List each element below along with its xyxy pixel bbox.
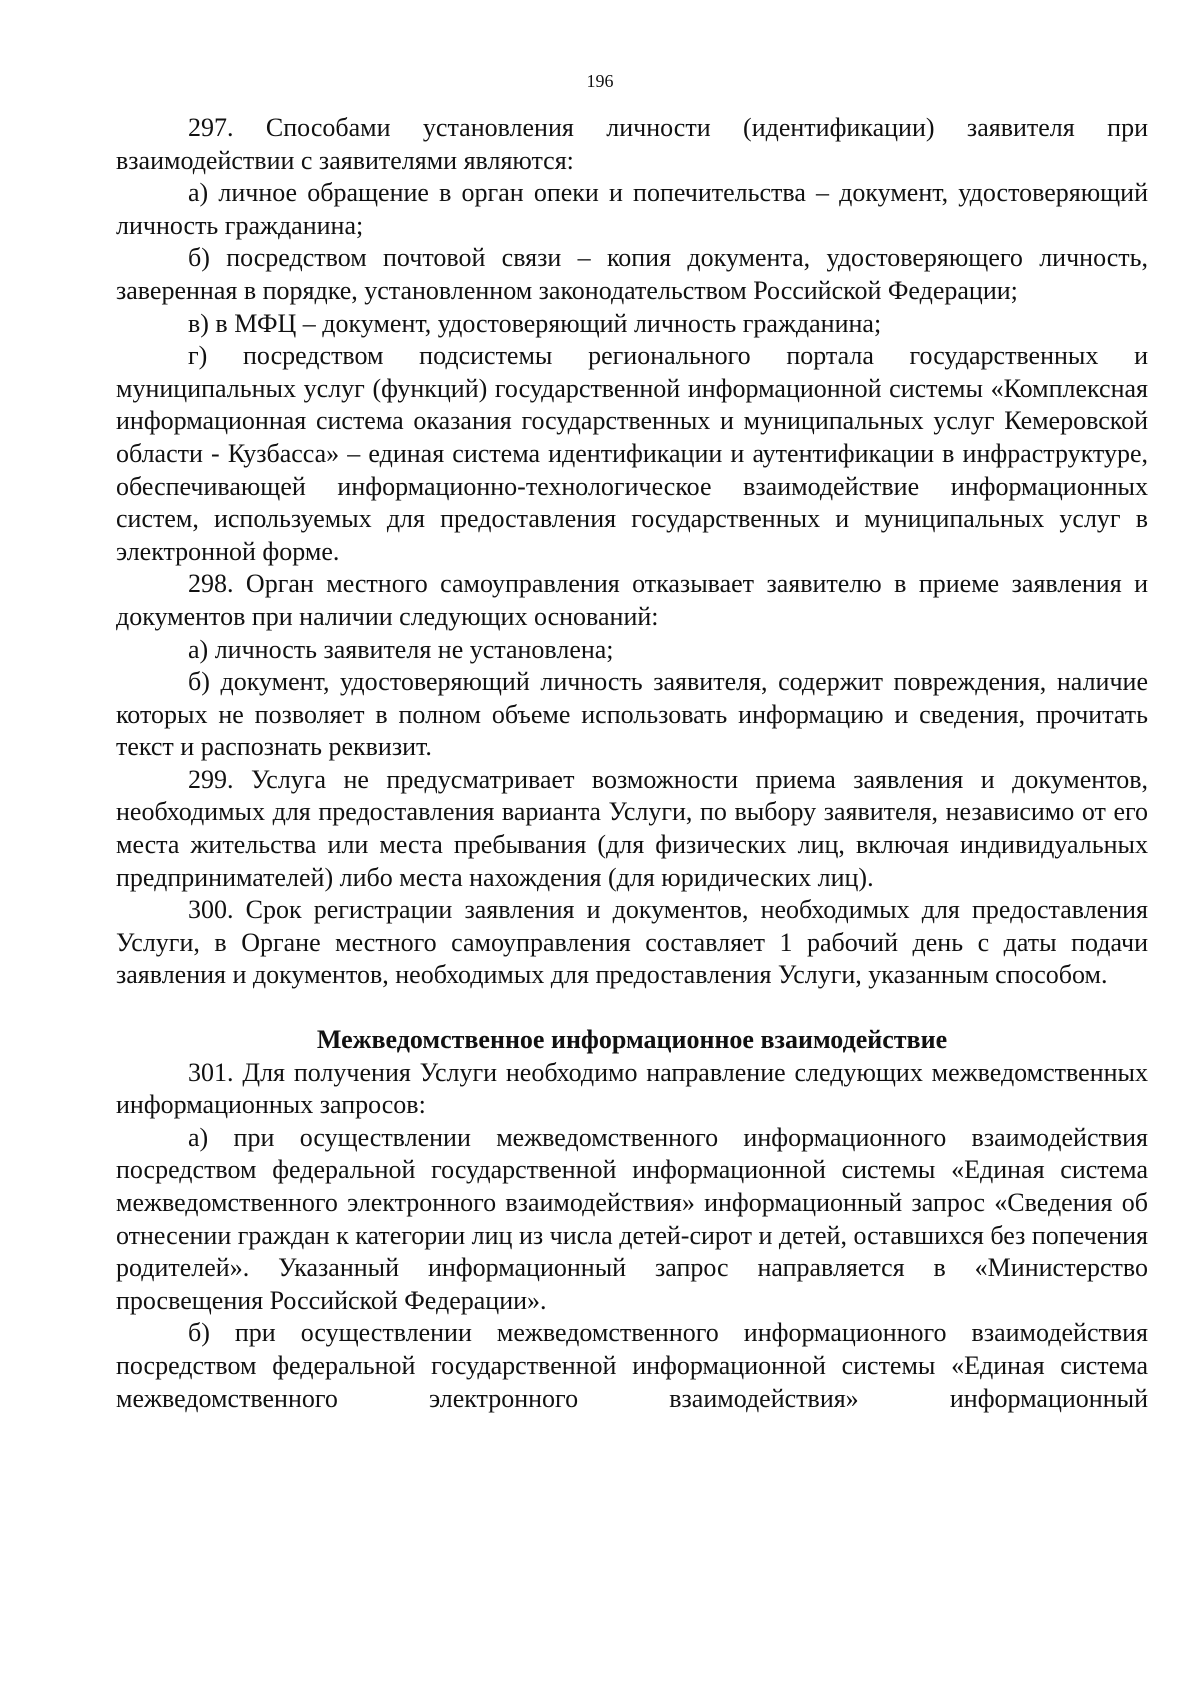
section-part2 [116,1057,1148,1416]
section-gap [116,992,1148,1024]
paragraph-301-a: а) при осуществлении межведомственного информационного взаимодействия посредством федеральной государственной информационной системы «Единая система межведомственного электронного взаимодействия» информационный запрос «Сведения об отнесении граждан к категории лиц из числа детей-сирот и детей, оставшихся без попечения родителей». Указанный информационный запрос направляется в «Министерство просвещения Российской Федерации». [116,1122,1148,1315]
paragraph-301-b: б) при осуществлении межведомственного информационного взаимодействия посредством федеральной государственной информационной системы «Единая система межведомственного электронного взаимодействия» информационный [116,1318,1148,1413]
paragraph-300: 300. Срок регистрации заявления и документов, необходимых для предоставления Услуги, в Органе местного самоуправления составляет 1 рабочий день с даты подачи заявления и документов, необходимых для предоставления Услуги, указанным способом. [116,895,1148,990]
paragraph-297-a: а) личное обращение в орган опеки и попечительства – документ, удостоверяющий личность гражданина; [116,178,1148,240]
paragraph-301: 301. Для получения Услуги необходимо направление следующих межведомственных информационных запросов: [116,1057,1148,1120]
paragraph-297-g: г) посредством подсистемы регионального портала государственных и муниципальных услуг (функций) государственной информационной системы «Комплексная информационная система оказания государственных и муниципальных услуг Кемеровской области - Кузбасса» – единая система идентификации и аутентификации в инфраструктуре, обеспечивающей информационно-технологическое взаимодействие информационных систем, используемых для предоставления государственных и муниципальных услуг в электронной форме. [116,341,1148,566]
paragraph-298-b: б) документ, удостоверяющий личность заявителя, содержит повреждения, наличие которых не позволяет в полном объеме использовать информацию и сведения, прочитать текст и распознать реквизит. [116,667,1148,762]
paragraph-299: 299. Услуга не предусматривает возможности приема заявления и документов, необходимых для предоставления варианта Услуги, по выбору заявителя, независимо от его места жительства или места пребывания (для физических лиц, включая индивидуальных предпринимателей) либо места нахождения (для юридических лиц). [116,764,1148,892]
paragraph-298: 298. Орган местного самоуправления отказывает заявителю в приеме заявления и документов при наличии следующих оснований: [116,569,1148,631]
paragraph-298-a: а) личность заявителя не установлена; [188,634,614,664]
paragraph-297: 297. Способами установления личности (идентификации) заявителя при взаимодействии с заявителями являются: [116,113,1148,175]
section-heading: Межведомственное информационное взаимодействие [316,1025,948,1055]
section-part1 [116,112,1148,992]
paragraph-297-v: в) в МФЦ – документ, удостоверяющий личность гражданина; [188,308,882,338]
paragraph-297-b: б) посредством почтовой связи – копия документа, удостоверяющего личность, заверенная в порядке, установленном законодательством Российской Федерации; [116,243,1148,305]
page-number: 196 [586,71,614,91]
